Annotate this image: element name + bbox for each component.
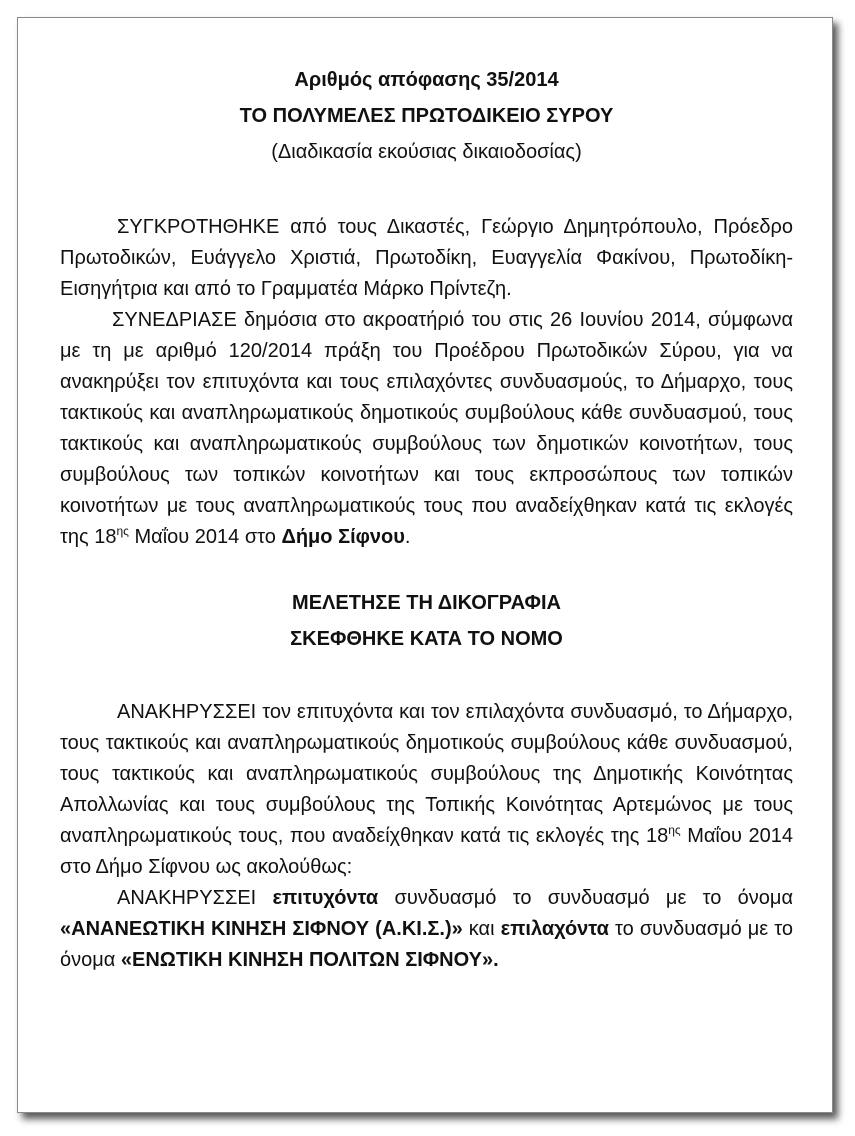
winner-text-2: συνδυασμό το συνδυασμό με το όνομα bbox=[378, 887, 794, 909]
winner-label: επιτυχόντα bbox=[272, 887, 379, 909]
session-text: ΣΥΝΕΔΡΙΑΣΕ δημόσια στο ακροατήριό του στις 26 Ιουνίου 2014, σύμφωνα με τη με αριθμό 120/2014 πράξη του Προέδρου Πρωτοδικών Σύρου, για να ανακηρύξει τον επιτυχόντα και τους επιλαχόντες συνδυασμούς, το Δήμαρχο, τους τακτικούς και αναπληρωματικούς δημοτικούς συμβούλους κάθε συνδυασμού, τους τακτικούς και αναπληρωματικούς συμβούλους των δημοτικών κοινοτήτων, τους συμβούλους των τοπικών κοινοτήτων και τους εκπροσώπους των τοπικών κοινοτήτων με τους αναπληρωματικούς τους που αναδείχθηκαν κατά τις εκλογές της 18 bbox=[60, 309, 793, 548]
winner-text-1: ΑΝΑΚΗΡΥΣΣΕΙ bbox=[117, 887, 273, 909]
heading-studied: ΜΕΛΕΤΗΣΕ ΤΗ ΔΙΚΟΓΡΑΦΙΑ bbox=[292, 592, 561, 614]
document-content bbox=[60, 62, 793, 976]
runner-up-label: επιλαχόντα bbox=[500, 918, 609, 940]
composition-paragraph: ΣΥΓΚΡΟΤΗΘΗΚΕ από τους Δικαστές, Γεώργιο Δημητρόπουλο, Πρόεδρο Πρωτοδικών, Ευάγγελο Χριστιά, Πρωτοδίκη, Ευαγγελία Φακίνου, Πρωτοδίκη-Εισηγήτρια και από το Γραμματέα Μάρκο Πρίντεζη. bbox=[60, 216, 793, 300]
session-paragraph bbox=[60, 305, 793, 553]
runner-up-coalition-name: «ΕΝΩΤΙΚΗ ΚΙΝΗΣΗ ΠΟΛΙΤΩΝ ΣΙΦΝΟΥ». bbox=[120, 949, 499, 971]
heading-considered: ΣΚΕΦΘΗΚΕ ΚΑΤΑ ΤΟ ΝΟΜΟ bbox=[290, 628, 563, 650]
winner-text-4: το συνδυασμό με το όνομα bbox=[60, 918, 794, 971]
declaration-text-cont: Μαΐου 2014 στο Δήμο Σίφνου ως ακολούθως: bbox=[60, 825, 793, 878]
ordinal-suffix: ης bbox=[116, 524, 129, 538]
ordinal-suffix: ης bbox=[668, 823, 681, 837]
session-text-cont: Μαΐου 2014 στο bbox=[128, 526, 282, 548]
winner-coalition-name: «ΑΝΑΝΕΩΤΙΚΗ ΚΙΝΗΣΗ ΣΙΦΝΟΥ (Α.ΚΙ.Σ.)» bbox=[60, 918, 463, 940]
procedure-type: (Διαδικασία εκούσιας δικαιοδοσίας) bbox=[271, 141, 582, 163]
decision-number: Αριθμός απόφασης 35/2014 bbox=[294, 69, 559, 91]
winner-paragraph bbox=[60, 883, 793, 976]
document-page bbox=[17, 17, 833, 1113]
session-text-end: . bbox=[404, 526, 411, 548]
declaration-paragraph bbox=[60, 697, 793, 883]
declaration-text: ΑΝΑΚΗΡΥΣΣΕΙ τον επιτυχόντα και τον επιλαχόντα συνδυασμό, το Δήμαρχο, τους τακτικούς και αναπληρωματικούς δημοτικούς συμβούλους κάθε συνδυασμού, τους τακτικούς και αναπληρωματικούς συμβούλους της Δημοτικής Κοινότητας Απολλωνίας και τους συμβούλους της Τοπικής Κοινότητας Αρτεμώνος με τους αναπληρωματικούς τους, που αναδείχθηκαν κατά τις εκλογές της 18 bbox=[60, 701, 793, 847]
winner-text-3: και bbox=[462, 918, 501, 940]
court-name: ΤΟ ΠΟΛΥΜΕΛΕΣ ΠΡΩΤΟΔΙΚΕΙΟ ΣΥΡΟΥ bbox=[239, 105, 614, 127]
municipality-name: Δήμο Σίφνου bbox=[281, 526, 405, 548]
